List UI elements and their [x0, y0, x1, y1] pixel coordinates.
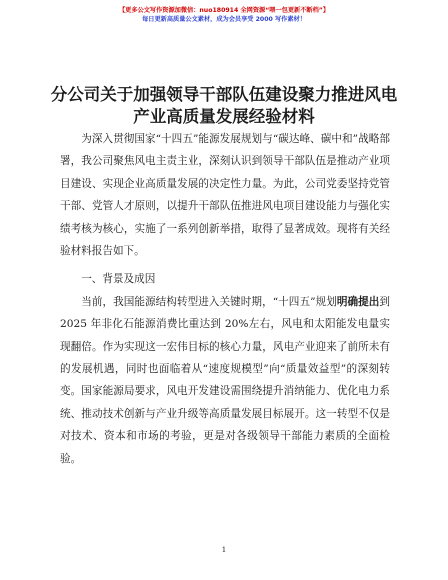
background-paragraph	[60, 291, 390, 470]
background-text-rest: 到 2025 年非化石能源消费比重达到 20%左右，风电和太阳能发电量实现翻倍。作为实现这一宏伟目标的核心力量，风电产业迎来了前所未有的发展机遇，同时也面临着从“速度规模型”向“质量效益型”的深刻转变。国家能源局要求，风电开发建设需围绕提升消纳能力、优化电力系统、推动技术创新与产业升级等高质量发展目标展开。这一转型不仅是对技术、资本和市场的考验，更是对各级领导干部能力素质的全面检验。	[60, 295, 390, 465]
promo-banner-line-2: 每日更新高质量公文素材，成为会员享受 2000 写作素材！	[142, 16, 306, 23]
section-heading-text: 一、背景及成因	[81, 273, 156, 286]
promo-banner-line-1: 【更多公文写作资源加微信：nuo180914 全网资源“喂一包更新不断档”】	[118, 7, 330, 14]
page-number: 1	[221, 546, 227, 554]
section-heading	[60, 268, 390, 290]
promo-banner	[0, 6, 448, 24]
document-title: 分公司关于加强领导干部队伍建设聚力推进风电产业高质量发展经验材料	[50, 85, 398, 126]
document-body	[60, 128, 390, 470]
background-text-start: 当前，我国能源结构转型进入关键时期，“十四五”规划	[81, 295, 337, 308]
intro-text: 为深入贯彻国家“十四五”能源发展规划与“碳达峰、碳中和”战略部署，我公司聚焦风电主责主业，深刻认识到领导干部队伍是推动产业项目建设、实现企业高质量发展的决定性力量。为此，公司党委坚持党管干部、党管人才原则，以提升干部队伍推进风电项目建设能力与强化实绩考核为核心，实施了一系列创新举措，取得了显著成效。现将有关经验材料报告如下。	[60, 133, 390, 258]
background-bold-phrase: 明确提出	[336, 295, 380, 308]
intro-paragraph	[60, 128, 390, 262]
